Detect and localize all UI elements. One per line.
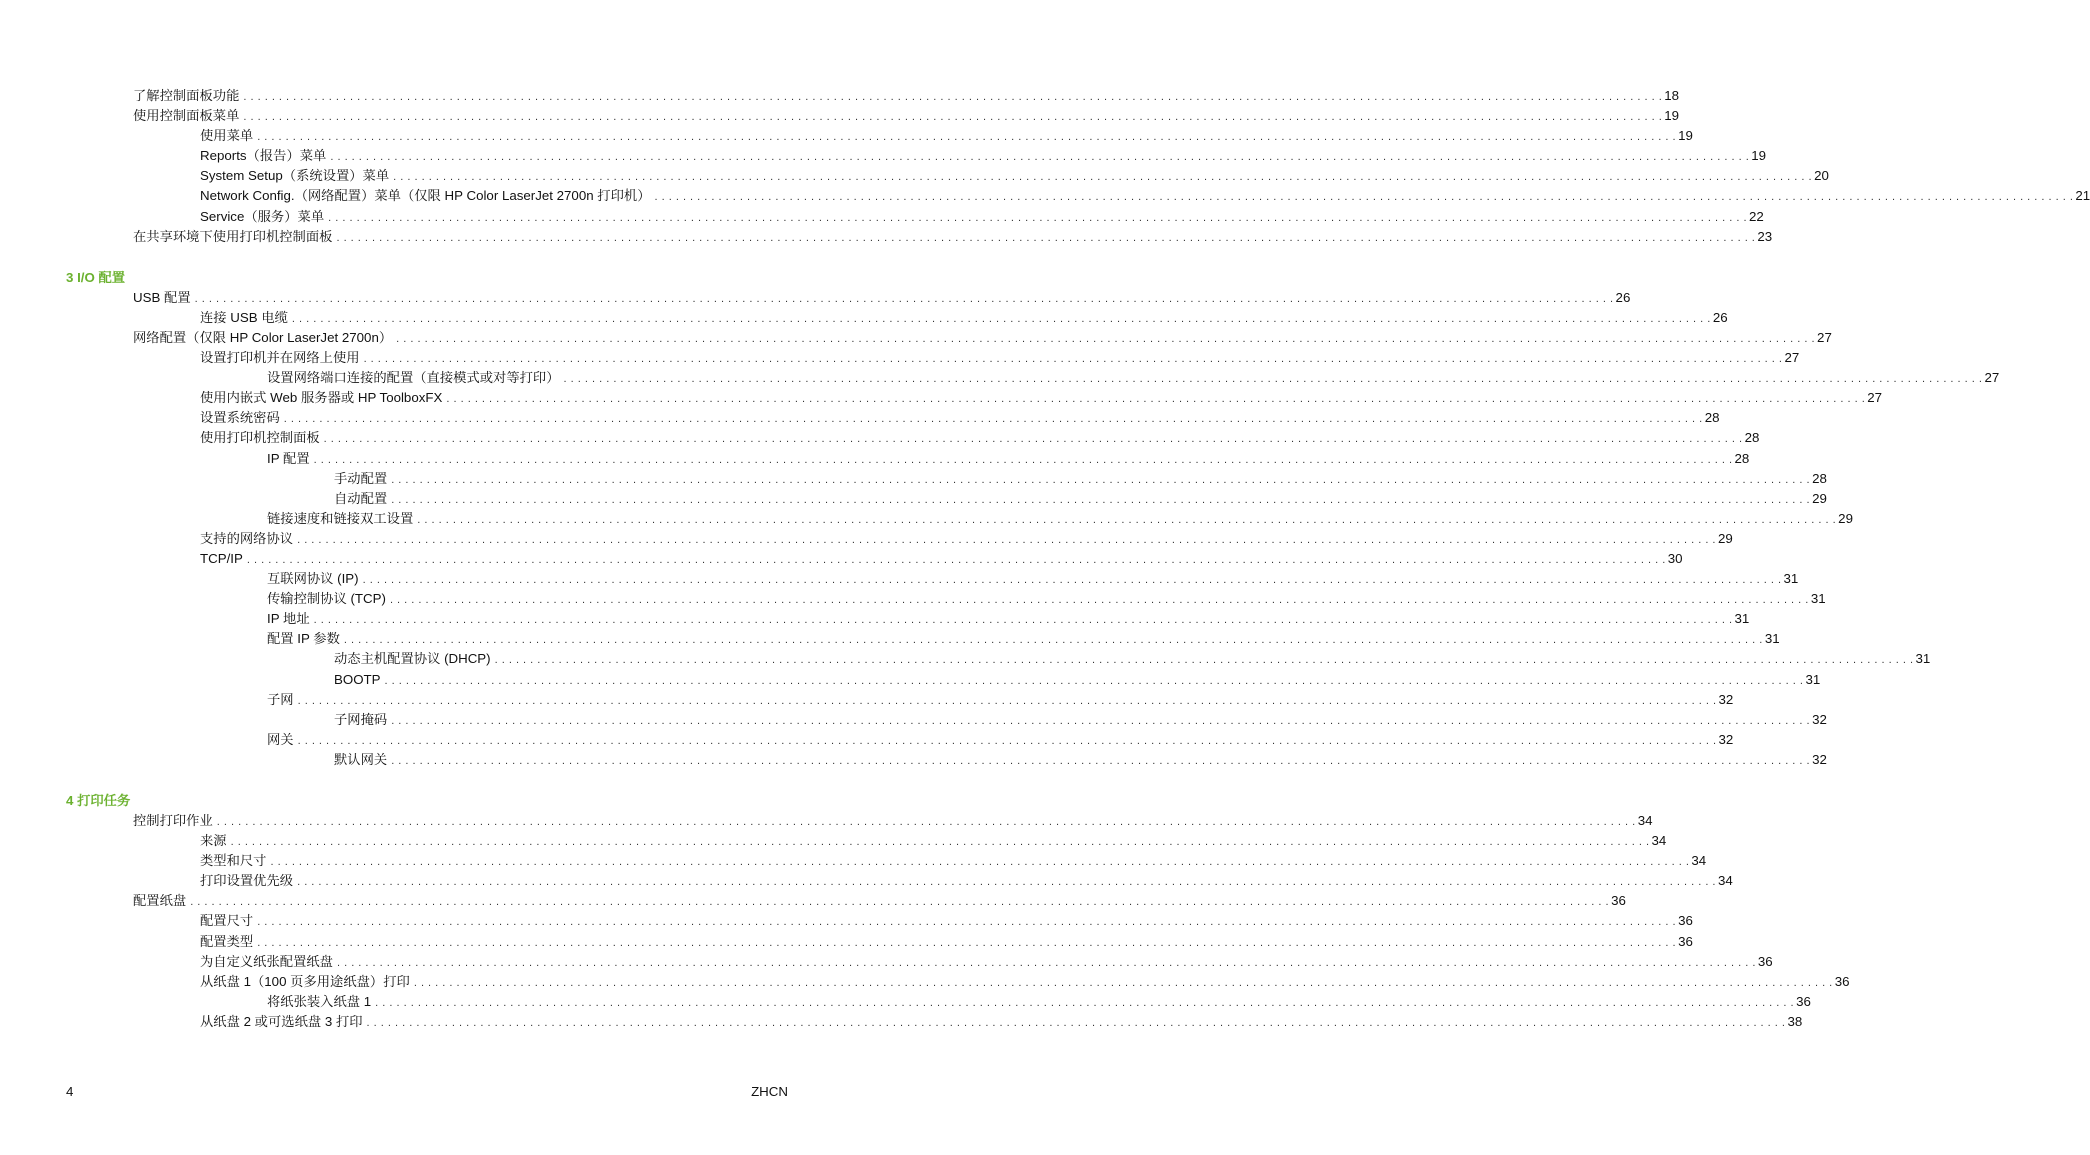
toc-entry-page: 29: [1838, 510, 1853, 526]
page-number: 4: [66, 1084, 74, 1099]
toc-entry-title: IP 地址: [267, 611, 310, 627]
dot-leader: . . . . . . . . . . . . . . . . . . . . . . . . . . . . . . . . . . . . . . . . . . . . . . . . . . . . . . . . . . . . . . . . . . . . . . . . . . . . . . . . . . . . . . . . . . . . . . . . . . . . . . . . . . . . . . . . . . . . . . . . . . . . . . . . . . . . . . . . . . . . . . . . . . . . . . . . . . . . . . . . . . . . . . . . . . . . . . . . . . . . . . . . . . . . . . . . . . . . . . . .: [257, 131, 1677, 144]
toc-entry[interactable]: [200, 348, 1800, 368]
toc-entry-page: 19: [1678, 128, 1693, 144]
toc-entry-page: 32: [1812, 751, 1827, 767]
toc-entry[interactable]: [200, 1012, 1803, 1032]
toc-entry-page: 36: [1678, 913, 1693, 929]
dot-leader: . . . . . . . . . . . . . . . . . . . . . . . . . . . . . . . . . . . . . . . . . . . . . . . . . . . . . . . . . . . . . . . . . . . . . . . . . . . . . . . . . . . . . . . . . . . . . . . . . . . . . . . . . . . . . . . . . . . . . . . . . . . . . . . . . . . . . . . . . . . . . . . . . . . . . . . . . . . . . . . . . . . . . . . . . . . . . . . . . . . . . . . . . . . . . . . . . . . . . . . .: [328, 211, 1748, 224]
dot-leader: . . . . . . . . . . . . . . . . . . . . . . . . . . . . . . . . . . . . . . . . . . . . . . . . . . . . . . . . . . . . . . . . . . . . . . . . . . . . . . . . . . . . . . . . . . . . . . . . . . . . . . . . . . . . . . . . . . . . . . . . . . . . . . . . . . . . . . . . . . . . . . . . . . . . . . . . . . . . . . . . . . . . . . . . . . . . . . . . . . . . . . . . . . . . . . . . . . . . . . . .: [391, 473, 1811, 486]
table-of-contents: [0, 86, 2090, 1032]
toc-entry-title: 自动配置: [334, 490, 388, 506]
toc-entry[interactable]: [200, 932, 1693, 952]
toc-entry-title: 使用控制面板菜单: [133, 108, 240, 124]
toc-entry-page: 27: [1867, 390, 1883, 406]
toc-entry[interactable]: [267, 589, 1826, 609]
dot-leader: . . . . . . . . . . . . . . . . . . . . . . . . . . . . . . . . . . . . . . . . . . . . . . . . . . . . . . . . . . . . . . . . . . . . . . . . . . . . . . . . . . . . . . . . . . . . . . . . . . . . . . . . . . . . . . . . . . . . . . . . . . . . . . . . . . . . . . . . . . . . . . . . . . . . . . . . . . . . . . . . . . . . . . . . . . . . . . . . . . . . . . . . . . . . . . . . . . . . . . . .: [343, 634, 1763, 647]
toc-entry-title: 子网: [267, 691, 294, 707]
toc-entry-page: 29: [1812, 490, 1827, 506]
toc-entry-title: Service（服务）菜单: [200, 208, 325, 224]
dot-leader: . . . . . . . . . . . . . . . . . . . . . . . . . . . . . . . . . . . . . . . . . . . . . . . . . . . . . . . . . . . . . . . . . . . . . . . . . . . . . . . . . . . . . . . . . . . . . . . . . . . . . . . . . . . . . . . . . . . . . . . . . . . . . . . . . . . . . . . . . . . . . . . . . . . . . . . . . . . . . . . . . . . . . . . . . . . . . . . . . . . . . . . . . . . . . . . . . . . . . . . .: [393, 171, 1813, 184]
page-footer: [66, 1082, 788, 1102]
chapter-heading[interactable]: 4 打印任务: [66, 793, 131, 808]
toc-entry-title: 在共享环境下使用打印机控制面板: [133, 228, 333, 244]
toc-entry-page: 36: [1757, 953, 1773, 969]
toc-entry-page: 34: [1717, 873, 1733, 889]
dot-leader: . . . . . . . . . . . . . . . . . . . . . . . . . . . . . . . . . . . . . . . . . . . . . . . . . . . . . . . . . . . . . . . . . . . . . . . . . . . . . . . . . . . . . . . . . . . . . . . . . . . . . . . . . . . . . . . . . . . . . . . . . . . . . . . . . . . . . . . . . . . . . . . . . . . . . . . . . . . . . . . . . . . . . . . . . . . . . . . . . . . . . . . . . . . . . . . . . . . . . . . .: [413, 976, 1833, 989]
dot-leader: . . . . . . . . . . . . . . . . . . . . . . . . . . . . . . . . . . . . . . . . . . . . . . . . . . . . . . . . . . . . . . . . . . . . . . . . . . . . . . . . . . . . . . . . . . . . . . . . . . . . . . . . . . . . . . . . . . . . . . . . . . . . . . . . . . . . . . . . . . . . . . . . . . . . . . . . . . . . . . . . . . . . . . . . . . . . . . . . . . . . . . . . . . . . . . . . . . . . . . . .: [362, 574, 1782, 587]
toc-entry-page: 29: [1717, 530, 1733, 546]
toc-entry[interactable]: [334, 670, 1821, 690]
dot-leader: . . . . . . . . . . . . . . . . . . . . . . . . . . . . . . . . . . . . . . . . . . . . . . . . . . . . . . . . . . . . . . . . . . . . . . . . . . . . . . . . . . . . . . . . . . . . . . . . . . . . . . . . . . . . . . . . . . . . . . . . . . . . . . . . . . . . . . . . . . . . . . . . . . . . . . . . . . . . . . . . . . . . . . . . . . . . . . . . . . . . . . . . . . . . . . . . . . . . . . . .: [230, 836, 1650, 849]
chapter-heading[interactable]: 3 I/O 配置: [66, 269, 126, 285]
toc-entry[interactable]: [267, 629, 1780, 649]
toc-entry[interactable]: [200, 972, 1850, 992]
toc-entry-page: 31: [1915, 651, 1931, 667]
toc-entry[interactable]: [200, 851, 1707, 871]
dot-leader: . . . . . . . . . . . . . . . . . . . . . . . . . . . . . . . . . . . . . . . . . . . . . . . . . . . . . . . . . . . . . . . . . . . . . . . . . . . . . . . . . . . . . . . . . . . . . . . . . . . . . . . . . . . . . . . . . . . . . . . . . . . . . . . . . . . . . . . . . . . . . . . . . . . . . . . . . . . . . . . . . . . . . . . . . . . . . . . . . . . . . . . . . . . . . . . . . . . . . . . .: [283, 413, 1703, 426]
toc-entry[interactable]: [334, 710, 1827, 730]
toc-entry[interactable]: [267, 368, 2000, 388]
section-gap: [0, 247, 893, 268]
toc-entry-title: 链接速度和链接双工设置: [267, 510, 414, 526]
toc-entry-page: 21: [2075, 188, 2090, 204]
toc-entry-title: 默认网关: [334, 751, 388, 767]
toc-entry[interactable]: [334, 750, 1827, 770]
toc-entry[interactable]: [267, 449, 1750, 469]
toc-entry-page: 32: [1718, 731, 1734, 747]
toc-entry[interactable]: [200, 166, 1829, 186]
dot-leader: . . . . . . . . . . . . . . . . . . . . . . . . . . . . . . . . . . . . . . . . . . . . . . . . . . . . . . . . . . . . . . . . . . . . . . . . . . . . . . . . . . . . . . . . . . . . . . . . . . . . . . . . . . . . . . . . . . . . . . . . . . . . . . . . . . . . . . . . . . . . . . . . . . . . . . . . . . . . . . . . . . . . . . . . . . . . . . . . . . . . . . . . . . . . . . . . . . . . . . . .: [336, 956, 1756, 969]
toc-entry[interactable]: [267, 509, 1853, 529]
toc-entry-page: 28: [1812, 470, 1827, 486]
toc-entry[interactable]: [133, 227, 1773, 247]
dot-leader: . . . . . . . . . . . . . . . . . . . . . . . . . . . . . . . . . . . . . . . . . . . . . . . . . . . . . . . . . . . . . . . . . . . . . . . . . . . . . . . . . . . . . . . . . . . . . . . . . . . . . . . . . . . . . . . . . . . . . . . . . . . . . . . . . . . . . . . . . . . . . . . . . . . . . . . . . . . . . . . . . . . . . . . . . . . . . . . . . . . . . . . . . . . . . . . . . . . . . . . .: [391, 714, 1811, 727]
toc-entry-page: 23: [1757, 228, 1773, 244]
toc-entry[interactable]: [267, 609, 1750, 629]
toc-entry[interactable]: [200, 207, 1764, 227]
toc-entry-title: 从纸盘 1（100 页多用途纸盘）打印: [200, 973, 410, 989]
toc-entry-title: USB 配置: [133, 289, 191, 305]
dot-leader: . . . . . . . . . . . . . . . . . . . . . . . . . . . . . . . . . . . . . . . . . . . . . . . . . . . . . . . . . . . . . . . . . . . . . . . . . . . . . . . . . . . . . . . . . . . . . . . . . . . . . . . . . . . . . . . . . . . . . . . . . . . . . . . . . . . . . . . . . . . . . . . . . . . . . . . . . . . . . . . . . . . . . . . . . . . . . . . . . . . . . . . . . . . . . . . . . . . . . . . .: [190, 896, 1610, 909]
toc-entry[interactable]: [267, 730, 1734, 750]
toc-entry-title: 配置 IP 参数: [267, 631, 340, 647]
toc-entry-page: 27: [1984, 370, 2000, 386]
toc-entry[interactable]: [200, 952, 1773, 972]
section-gap: [0, 770, 893, 791]
dot-leader: . . . . . . . . . . . . . . . . . . . . . . . . . . . . . . . . . . . . . . . . . . . . . . . . . . . . . . . . . . . . . . . . . . . . . . . . . . . . . . . . . . . . . . . . . . . . . . . . . . . . . . . . . . . . . . . . . . . . . . . . . . . . . . . . . . . . . . . . . . . . . . . . . . . . . . . . . . . . . . . . . . . . . . . . . . . . . . . . . . . . . . . . . . . . . . . . . . . . . . . .: [246, 553, 1666, 566]
toc-entry-title: 子网掩码: [334, 711, 388, 727]
toc-entry-page: 31: [1734, 611, 1750, 627]
dot-leader: . . . . . . . . . . . . . . . . . . . . . . . . . . . . . . . . . . . . . . . . . . . . . . . . . . . . . . . . . . . . . . . . . . . . . . . . . . . . . . . . . . . . . . . . . . . . . . . . . . . . . . . . . . . . . . . . . . . . . . . . . . . . . . . . . . . . . . . . . . . . . . . . . . . . . . . . . . . . . . . . . . . . . . . . . . . . . . . . . . . . . . . . . . . . . . . . . . . . . . . .: [363, 353, 1783, 366]
toc-entry[interactable]: [200, 871, 1733, 891]
toc-entry[interactable]: [133, 811, 1653, 831]
toc-entry-page: 34: [1691, 853, 1707, 869]
toc-entry-title: 设置系统密码: [200, 410, 280, 426]
dot-leader: . . . . . . . . . . . . . . . . . . . . . . . . . . . . . . . . . . . . . . . . . . . . . . . . . . . . . . . . . . . . . . . . . . . . . . . . . . . . . . . . . . . . . . . . . . . . . . . . . . . . . . . . . . . . . . . . . . . . . . . . . . . . . . . . . . . . . . . . . . . . . . . . . . . . . . . . . . . . . . . . . . . . . . . . . . . . . . . . . . . . . . . . . . . . . . . . . . . . . . . .: [297, 876, 1716, 889]
toc-entry-page: 22: [1749, 208, 1764, 224]
dot-leader: . . . . . . . . . . . . . . . . . . . . . . . . . . . . . . . . . . . . . . . . . . . . . . . . . . . . . . . . . . . . . . . . . . . . . . . . . . . . . . . . . . . . . . . . . . . . . . . . . . . . . . . . . . . . . . . . . . . . . . . . . . . . . . . . . . . . . . . . . . . . . . . . . . . . . . . . . . . . . . . . . . . . . . . . . . . . . . . . . . . . . . . . . . . . . . . . . . . . . . . .: [257, 936, 1677, 949]
toc-entry-page: 28: [1744, 430, 1760, 446]
dot-leader: . . . . . . . . . . . . . . . . . . . . . . . . . . . . . . . . . . . . . . . . . . . . . . . . . . . . . . . . . . . . . . . . . . . . . . . . . . . . . . . . . . . . . . . . . . . . . . . . . . . . . . . . . . . . . . . . . . . . . . . . . . . . . . . . . . . . . . . . . . . . . . . . . . . . . . . . . . . . . . . . . . . . . . . . . . . . . . . . . . . . . . . . . . . . . . . . . . . . . . . .: [313, 453, 1733, 466]
toc-entry-page: 34: [1651, 833, 1667, 849]
toc-entry-title: 设置网络端口连接的配置（直接模式或对等打印）: [267, 370, 560, 386]
toc-entry[interactable]: [200, 529, 1733, 549]
dot-leader: . . . . . . . . . . . . . . . . . . . . . . . . . . . . . . . . . . . . . . . . . . . . . . . . . . . . . . . . . . . . . . . . . . . . . . . . . . . . . . . . . . . . . . . . . . . . . . . . . . . . . . . . . . . . . . . . . . . . . . . . . . . . . . . . . . . . . . . . . . . . . . . . . . . . . . . . . . . . . . . . . . . . . . . . . . . . . . . . . . . . . . . . . . . . . . . . . . . . . . . .: [446, 393, 1866, 406]
toc-entry-page: 31: [1805, 671, 1821, 687]
toc-entry-title: 传输控制协议 (TCP): [267, 591, 386, 607]
toc-entry-title: IP 配置: [267, 450, 310, 466]
toc-entry[interactable]: [334, 469, 1827, 489]
toc-entry-title: 连接 USB 电缆: [200, 309, 288, 325]
dot-leader: . . . . . . . . . . . . . . . . . . . . . . . . . . . . . . . . . . . . . . . . . . . . . . . . . . . . . . . . . . . . . . . . . . . . . . . . . . . . . . . . . . . . . . . . . . . . . . . . . . . . . . . . . . . . . . . . . . . . . . . . . . . . . . . . . . . . . . . . . . . . . . . . . . . . . . . . . . . . . . . . . . . . . . . . . . . . . . . . . . . . . . . . . . . . . . . . . . . . . . . .: [194, 292, 1614, 305]
toc-entry[interactable]: [133, 86, 1680, 106]
toc-entry-title: 为自定义纸张配置纸盘: [200, 953, 333, 969]
toc-entry-page: 34: [1637, 813, 1653, 828]
toc-entry[interactable]: [200, 308, 1728, 328]
dot-leader: . . . . . . . . . . . . . . . . . . . . . . . . . . . . . . . . . . . . . . . . . . . . . . . . . . . . . . . . . . . . . . . . . . . . . . . . . . . . . . . . . . . . . . . . . . . . . . . . . . . . . . . . . . . . . . . . . . . . . . . . . . . . . . . . . . . . . . . . . . . . . . . . . . . . . . . . . . . . . . . . . . . . . . . . . . . . . . . . . . . . . . . . . . . . . . . . . . . . . . . .: [243, 111, 1663, 124]
toc-entry[interactable]: [133, 106, 1680, 126]
toc-entry[interactable]: [267, 992, 1811, 1012]
toc-entry-title: 打印设置优先级: [200, 873, 294, 889]
toc-entry-page: 28: [1734, 450, 1750, 466]
toc-entry-page: 20: [1814, 168, 1829, 184]
toc-entry[interactable]: [200, 126, 1693, 146]
toc-entry-title: 使用内嵌式 Web 服务器或 HP ToolboxFX: [200, 390, 443, 406]
dot-leader: . . . . . . . . . . . . . . . . . . . . . . . . . . . . . . . . . . . . . . . . . . . . . . . . . . . . . . . . . . . . . . . . . . . . . . . . . . . . . . . . . . . . . . . . . . . . . . . . . . . . . . . . . . . . . . . . . . . . . . . . . . . . . . . . . . . . . . . . . . . . . . . . . . . . . . . . . . . . . . . . . . . . . . . . . . . . . . . . . . . . . . . . . . . . . . . . . . . . . . . .: [297, 734, 1717, 747]
toc-entry-page: 36: [1611, 893, 1626, 909]
toc-entry-page: 19: [1664, 108, 1680, 124]
dot-leader: . . . . . . . . . . . . . . . . . . . . . . . . . . . . . . . . . . . . . . . . . . . . . . . . . . . . . . . . . . . . . . . . . . . . . . . . . . . . . . . . . . . . . . . . . . . . . . . . . . . . . . . . . . . . . . . . . . . . . . . . . . . . . . . . . . . . . . . . . . . . . . . . . . . . . . . . . . . . . . . . . . . . . . . . . . . . . . . . . . . . . . . . . . . . . . . . . . . . . . . .: [330, 151, 1750, 164]
dot-leader: . . . . . . . . . . . . . . . . . . . . . . . . . . . . . . . . . . . . . . . . . . . . . . . . . . . . . . . . . . . . . . . . . . . . . . . . . . . . . . . . . . . . . . . . . . . . . . . . . . . . . . . . . . . . . . . . . . . . . . . . . . . . . . . . . . . . . . . . . . . . . . . . . . . . . . . . . . . . . . . . . . . . . . . . . . . . . . . . . . . . . . . . . . . . . . . . . . . . . . . .: [391, 754, 1811, 767]
toc-entry-page: 32: [1718, 691, 1734, 707]
toc-entry[interactable]: [200, 831, 1667, 851]
language-code: ZHCN: [751, 1084, 788, 1099]
toc-entry-page: 28: [1704, 410, 1720, 426]
toc-entry-title: 从纸盘 2 或可选纸盘 3 打印: [200, 1013, 363, 1029]
dot-leader: . . . . . . . . . . . . . . . . . . . . . . . . . . . . . . . . . . . . . . . . . . . . . . . . . . . . . . . . . . . . . . . . . . . . . . . . . . . . . . . . . . . . . . . . . . . . . . . . . . . . . . . . . . . . . . . . . . . . . . . . . . . . . . . . . . . . . . . . . . . . . . . . . . . . . . . . . . . . . . . . . . . . . . . . . . . . . . . . . . . . . . . . . . . . . . . . . . . . . . . .: [396, 332, 1816, 345]
dot-leader: . . . . . . . . . . . . . . . . . . . . . . . . . . . . . . . . . . . . . . . . . . . . . . . . . . . . . . . . . . . . . . . . . . . . . . . . . . . . . . . . . . . . . . . . . . . . . . . . . . . . . . . . . . . . . . . . . . . . . . . . . . . . . . . . . . . . . . . . . . . . . . . . . . . . . . . . . . . . . . . . . . . . . . . . . . . . . . . . . . . . . . . . . . . . . . . . . . . . . . . .: [654, 191, 2074, 204]
toc-entry[interactable]: [200, 388, 1883, 408]
toc-entry[interactable]: [133, 288, 1631, 308]
toc-entry-page: 31: [1810, 591, 1826, 607]
toc-entry[interactable]: [334, 649, 1931, 669]
toc-entry-title: 配置尺寸: [200, 913, 254, 929]
toc-entry-page: 31: [1764, 631, 1780, 647]
toc-entry[interactable]: [200, 186, 2090, 206]
dot-leader: . . . . . . . . . . . . . . . . . . . . . . . . . . . . . . . . . . . . . . . . . . . . . . . . . . . . . . . . . . . . . . . . . . . . . . . . . . . . . . . . . . . . . . . . . . . . . . . . . . . . . . . . . . . . . . . . . . . . . . . . . . . . . . . . . . . . . . . . . . . . . . . . . . . . . . . . . . . . . . . . . . . . . . . . . . . . . . . . . . . . . . . . . . . . . . . . . . . . . . . .: [243, 91, 1663, 103]
toc-entry-title: 设置打印机并在网络上使用: [200, 350, 360, 366]
toc-entry-page: 30: [1667, 550, 1683, 566]
toc-entry-title: 网络配置（仅限 HP Color LaserJet 2700n）: [133, 329, 393, 345]
toc-entry-page: 31: [1783, 571, 1799, 587]
toc-entry[interactable]: [200, 549, 1683, 569]
toc-entry-title: 互联网协议 (IP): [267, 571, 359, 587]
toc-entry[interactable]: [133, 328, 1832, 348]
toc-entry-page: 27: [1784, 350, 1800, 366]
dot-leader: . . . . . . . . . . . . . . . . . . . . . . . . . . . . . . . . . . . . . . . . . . . . . . . . . . . . . . . . . . . . . . . . . . . . . . . . . . . . . . . . . . . . . . . . . . . . . . . . . . . . . . . . . . . . . . . . . . . . . . . . . . . . . . . . . . . . . . . . . . . . . . . . . . . . . . . . . . . . . . . . . . . . . . . . . . . . . . . . . . . . . . . . . . . . . . . . . . . . . . . .: [391, 493, 1811, 506]
toc-entry-title: Network Config.（网络配置）菜单（仅限 HP Color LaserJet 2700n 打印机）: [200, 188, 651, 204]
toc-entry-title: 支持的网络协议: [200, 530, 294, 546]
dot-leader: . . . . . . . . . . . . . . . . . . . . . . . . . . . . . . . . . . . . . . . . . . . . . . . . . . . . . . . . . . . . . . . . . . . . . . . . . . . . . . . . . . . . . . . . . . . . . . . . . . . . . . . . . . . . . . . . . . . . . . . . . . . . . . . . . . . . . . . . . . . . . . . . . . . . . . . . . . . . . . . . . . . . . . . . . . . . . . . . . . . . . . . . . . . . . . . . . . . . . . . .: [563, 373, 1983, 386]
toc-entry[interactable]: [334, 489, 1827, 509]
toc-entry-title: 控制打印作业: [133, 813, 213, 828]
toc-entry[interactable]: [200, 408, 1720, 428]
toc-entry[interactable]: [200, 428, 1760, 448]
dot-leader: . . . . . . . . . . . . . . . . . . . . . . . . . . . . . . . . . . . . . . . . . . . . . . . . . . . . . . . . . . . . . . . . . . . . . . . . . . . . . . . . . . . . . . . . . . . . . . . . . . . . . . . . . . . . . . . . . . . . . . . . . . . . . . . . . . . . . . . . . . . . . . . . . . . . . . . . . . . . . . . . . . . . . . . . . . . . . . . . . . . . . . . . . . . . . . . . . . . . . . . .: [257, 916, 1677, 929]
toc-entry[interactable]: [200, 911, 1693, 931]
toc-entry-title: System Setup（系统设置）菜单: [200, 168, 390, 184]
toc-entry-page: 19: [1751, 148, 1767, 164]
toc-entry-page: 38: [1787, 1013, 1803, 1029]
toc-entry-title: 配置纸盘: [133, 893, 187, 909]
dot-leader: . . . . . . . . . . . . . . . . . . . . . . . . . . . . . . . . . . . . . . . . . . . . . . . . . . . . . . . . . . . . . . . . . . . . . . . . . . . . . . . . . . . . . . . . . . . . . . . . . . . . . . . . . . . . . . . . . . . . . . . . . . . . . . . . . . . . . . . . . . . . . . . . . . . . . . . . . . . . . . . . . . . . . . . . . . . . . . . . . . . . . . . . . . . . . . . . . . . . . . . .: [336, 231, 1756, 244]
dot-leader: . . . . . . . . . . . . . . . . . . . . . . . . . . . . . . . . . . . . . . . . . . . . . . . . . . . . . . . . . . . . . . . . . . . . . . . . . . . . . . . . . . . . . . . . . . . . . . . . . . . . . . . . . . . . . . . . . . . . . . . . . . . . . . . . . . . . . . . . . . . . . . . . . . . . . . . . . . . . . . . . . . . . . . . . . . . . . . . . . . . . . . . . . . . . . . . . . . . . . . . .: [291, 312, 1711, 325]
toc-entry-title: BOOTP: [334, 671, 381, 687]
dot-leader: . . . . . . . . . . . . . . . . . . . . . . . . . . . . . . . . . . . . . . . . . . . . . . . . . . . . . . . . . . . . . . . . . . . . . . . . . . . . . . . . . . . . . . . . . . . . . . . . . . . . . . . . . . . . . . . . . . . . . . . . . . . . . . . . . . . . . . . . . . . . . . . . . . . . . . . . . . . . . . . . . . . . . . . . . . . . . . . . . . . . . . . . . . . . . . . . . . . . . . . .: [323, 433, 1743, 446]
toc-entry-title: 将纸张装入纸盘 1: [267, 993, 372, 1009]
toc-entry-page: 26: [1615, 289, 1631, 305]
toc-entry-page: 27: [1817, 329, 1832, 345]
toc-entry-page: 36: [1678, 933, 1693, 949]
toc-entry-page: 36: [1834, 973, 1850, 989]
dot-leader: . . . . . . . . . . . . . . . . . . . . . . . . . . . . . . . . . . . . . . . . . . . . . . . . . . . . . . . . . . . . . . . . . . . . . . . . . . . . . . . . . . . . . . . . . . . . . . . . . . . . . . . . . . . . . . . . . . . . . . . . . . . . . . . . . . . . . . . . . . . . . . . . . . . . . . . . . . . . . . . . . . . . . . . . . . . . . . . . . . . . . . . . . . . . . . . . . . . . . . . .: [375, 996, 1795, 1009]
toc-entry-title: 配置类型: [200, 933, 254, 949]
toc-entry-title: 使用打印机控制面板: [200, 430, 320, 446]
toc-entry-title: 来源: [200, 833, 227, 849]
toc-entry[interactable]: [267, 569, 1799, 589]
toc-entry-title: TCP/IP: [200, 550, 243, 566]
toc-entry-title: Reports（报告）菜单: [200, 148, 327, 164]
dot-leader: . . . . . . . . . . . . . . . . . . . . . . . . . . . . . . . . . . . . . . . . . . . . . . . . . . . . . . . . . . . . . . . . . . . . . . . . . . . . . . . . . . . . . . . . . . . . . . . . . . . . . . . . . . . . . . . . . . . . . . . . . . . . . . . . . . . . . . . . . . . . . . . . . . . . . . . . . . . . . . . . . . . . . . . . . . . . . . . . . . . . . . . . . . . . . . . . . . . . . . . .: [417, 513, 1837, 526]
dot-leader: . . . . . . . . . . . . . . . . . . . . . . . . . . . . . . . . . . . . . . . . . . . . . . . . . . . . . . . . . . . . . . . . . . . . . . . . . . . . . . . . . . . . . . . . . . . . . . . . . . . . . . . . . . . . . . . . . . . . . . . . . . . . . . . . . . . . . . . . . . . . . . . . . . . . . . . . . . . . . . . . . . . . . . . . . . . . . . . . . . . . . . . . . . . . . . . . . . . . . . . .: [270, 856, 1690, 869]
toc-entry-title: 使用菜单: [200, 128, 254, 144]
dot-leader: . . . . . . . . . . . . . . . . . . . . . . . . . . . . . . . . . . . . . . . . . . . . . . . . . . . . . . . . . . . . . . . . . . . . . . . . . . . . . . . . . . . . . . . . . . . . . . . . . . . . . . . . . . . . . . . . . . . . . . . . . . . . . . . . . . . . . . . . . . . . . . . . . . . . . . . . . . . . . . . . . . . . . . . . . . . . . . . . . . . . . . . . . . . . . . . . . . . . . . . .: [297, 533, 1716, 546]
toc-entry-title: 手动配置: [334, 470, 388, 486]
toc-entry-title: 动态主机配置协议 (DHCP): [334, 651, 491, 667]
toc-entry[interactable]: [267, 690, 1734, 710]
toc-entry-title: 网关: [267, 731, 294, 747]
dot-leader: . . . . . . . . . . . . . . . . . . . . . . . . . . . . . . . . . . . . . . . . . . . . . . . . . . . . . . . . . . . . . . . . . . . . . . . . . . . . . . . . . . . . . . . . . . . . . . . . . . . . . . . . . . . . . . . . . . . . . . . . . . . . . . . . . . . . . . . . . . . . . . . . . . . . . . . . . . . . . . . . . . . . . . . . . . . . . . . . . . . . . . . . . . . . . . . . . . . . . . . .: [366, 1016, 1786, 1029]
toc-entry-page: 26: [1712, 309, 1728, 325]
toc-entry-title: 了解控制面板功能: [133, 88, 240, 103]
dot-leader: . . . . . . . . . . . . . . . . . . . . . . . . . . . . . . . . . . . . . . . . . . . . . . . . . . . . . . . . . . . . . . . . . . . . . . . . . . . . . . . . . . . . . . . . . . . . . . . . . . . . . . . . . . . . . . . . . . . . . . . . . . . . . . . . . . . . . . . . . . . . . . . . . . . . . . . . . . . . . . . . . . . . . . . . . . . . . . . . . . . . . . . . . . . . . . . . . . . . . . . .: [297, 694, 1717, 707]
toc-entry[interactable]: [200, 146, 1767, 166]
toc-entry-title: 类型和尺寸: [200, 853, 267, 869]
dot-leader: . . . . . . . . . . . . . . . . . . . . . . . . . . . . . . . . . . . . . . . . . . . . . . . . . . . . . . . . . . . . . . . . . . . . . . . . . . . . . . . . . . . . . . . . . . . . . . . . . . . . . . . . . . . . . . . . . . . . . . . . . . . . . . . . . . . . . . . . . . . . . . . . . . . . . . . . . . . . . . . . . . . . . . . . . . . . . . . . . . . . . . . . . . . . . . . . . . . . . . . .: [313, 614, 1733, 627]
toc-entry-page: 32: [1812, 711, 1827, 727]
dot-leader: . . . . . . . . . . . . . . . . . . . . . . . . . . . . . . . . . . . . . . . . . . . . . . . . . . . . . . . . . . . . . . . . . . . . . . . . . . . . . . . . . . . . . . . . . . . . . . . . . . . . . . . . . . . . . . . . . . . . . . . . . . . . . . . . . . . . . . . . . . . . . . . . . . . . . . . . . . . . . . . . . . . . . . . . . . . . . . . . . . . . . . . . . . . . . . . . . . . . . . . .: [389, 594, 1809, 607]
toc-entry[interactable]: [133, 891, 1626, 911]
dot-leader: . . . . . . . . . . . . . . . . . . . . . . . . . . . . . . . . . . . . . . . . . . . . . . . . . . . . . . . . . . . . . . . . . . . . . . . . . . . . . . . . . . . . . . . . . . . . . . . . . . . . . . . . . . . . . . . . . . . . . . . . . . . . . . . . . . . . . . . . . . . . . . . . . . . . . . . . . . . . . . . . . . . . . . . . . . . . . . . . . . . . . . . . . . . . . . . . . . . . . . . .: [384, 674, 1804, 687]
toc-entry-page: 18: [1664, 88, 1680, 103]
dot-leader: . . . . . . . . . . . . . . . . . . . . . . . . . . . . . . . . . . . . . . . . . . . . . . . . . . . . . . . . . . . . . . . . . . . . . . . . . . . . . . . . . . . . . . . . . . . . . . . . . . . . . . . . . . . . . . . . . . . . . . . . . . . . . . . . . . . . . . . . . . . . . . . . . . . . . . . . . . . . . . . . . . . . . . . . . . . . . . . . . . . . . . . . . . . . . . . . . . . . . . . .: [494, 654, 1914, 667]
dot-leader: . . . . . . . . . . . . . . . . . . . . . . . . . . . . . . . . . . . . . . . . . . . . . . . . . . . . . . . . . . . . . . . . . . . . . . . . . . . . . . . . . . . . . . . . . . . . . . . . . . . . . . . . . . . . . . . . . . . . . . . . . . . . . . . . . . . . . . . . . . . . . . . . . . . . . . . . . . . . . . . . . . . . . . . . . . . . . . . . . . . . . . . . . . . . . . . . . . . . . . . .: [216, 816, 1636, 828]
toc-entry-page: 36: [1796, 993, 1811, 1009]
